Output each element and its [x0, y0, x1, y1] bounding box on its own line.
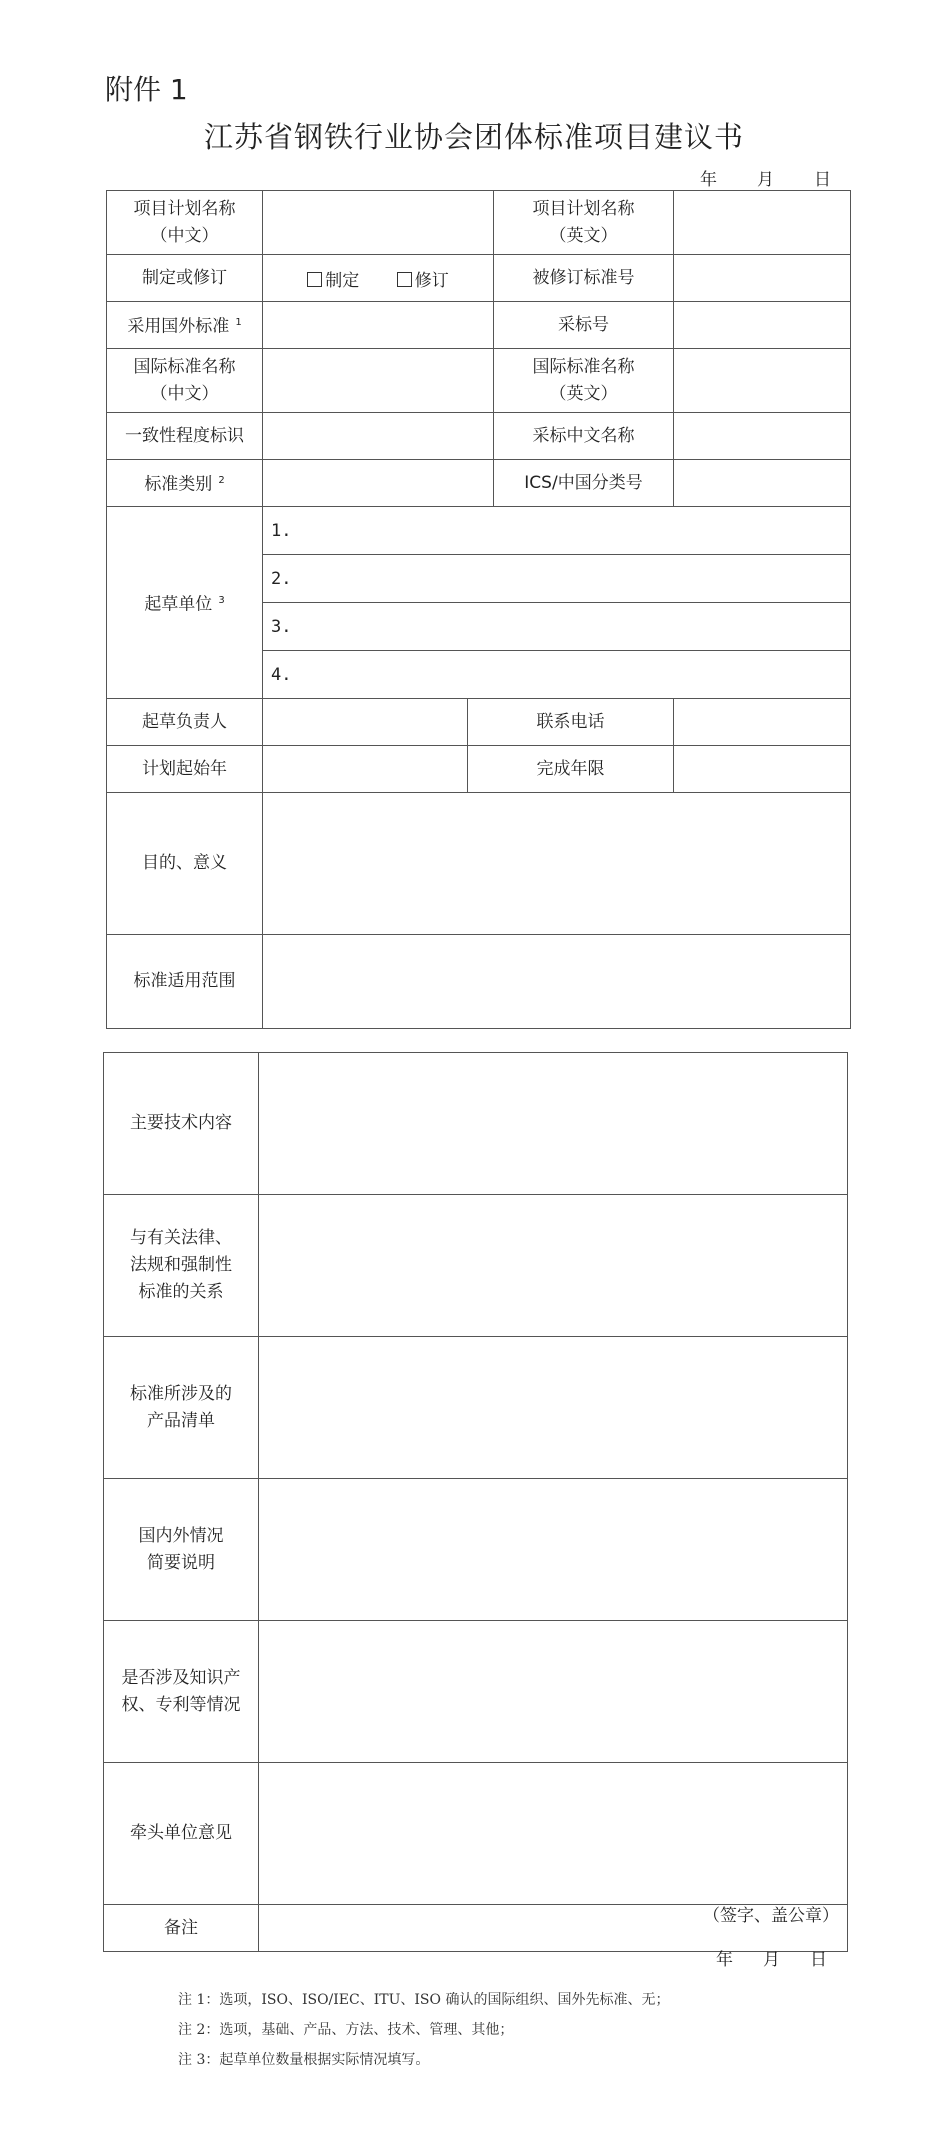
footnote-marker-3: 3: [218, 594, 225, 606]
footnote-2: 注 2：选项，基础、产品、方法、技术、管理、其他；: [178, 2022, 514, 2038]
field-consistency[interactable]: [263, 413, 494, 460]
proposal-table-bottom: [103, 1052, 848, 1970]
label-adopt-foreign: 采用国外标准 $^1$: [107, 302, 263, 349]
date-year: 年: [700, 170, 717, 190]
label-lead-opinion: 牵头单位意见: [104, 1763, 259, 1905]
field-adopt-no[interactable]: [674, 302, 851, 349]
field-lead-opinion[interactable]: [259, 1763, 848, 1970]
field-start-year[interactable]: [263, 746, 468, 793]
field-intl-name-en[interactable]: [674, 349, 851, 413]
drafting-unit-row-3[interactable]: 3.: [263, 603, 851, 651]
drafting-unit-row-1[interactable]: 1.: [263, 507, 851, 555]
field-drafting-leader[interactable]: [263, 699, 468, 746]
option-make[interactable]: 制定: [307, 271, 359, 291]
label-purpose: 目的、意义: [107, 793, 263, 935]
footnote-marker-2: 2: [218, 475, 225, 487]
label-intl-name-cn: 国际标准名称 （中文）: [107, 349, 263, 413]
page-title: 江苏省钢铁行业协会团体标准项目建议书: [203, 120, 744, 154]
sign-stamp-text: （签字、盖公章）: [703, 1905, 839, 1926]
footnote-3: 注 3：起草单位数量根据实际情况填写。: [178, 2052, 430, 2068]
field-situation[interactable]: [259, 1479, 848, 1621]
field-relation[interactable]: [259, 1195, 848, 1337]
date-day: 日: [814, 170, 831, 190]
field-phone[interactable]: [674, 699, 851, 746]
label-project-name-en: 项目计划名称 （英文）: [494, 191, 674, 255]
proposal-table-top: [106, 190, 851, 1029]
field-main-content[interactable]: [259, 1053, 848, 1195]
field-ip[interactable]: [259, 1621, 848, 1763]
checkbox-make[interactable]: [307, 272, 322, 287]
label-adopt-no: 采标号: [494, 302, 674, 349]
field-revised-standard-no[interactable]: [674, 255, 851, 302]
label-scope: 标准适用范围: [107, 935, 263, 1029]
label-situation: 国内外情况 简要说明: [104, 1479, 259, 1621]
field-purpose[interactable]: [263, 793, 851, 935]
label-ip: 是否涉及知识产 权、专利等情况: [104, 1621, 259, 1763]
date-line: [700, 165, 831, 190]
label-ics: ICS/中国分类号: [494, 460, 674, 507]
label-adopt-cn-name: 采标中文名称: [494, 413, 674, 460]
label-phone: 联系电话: [468, 699, 674, 746]
label-revised-standard-no: 被修订标准号: [494, 255, 674, 302]
label-drafting-leader: 起草负责人: [107, 699, 263, 746]
checkbox-revise[interactable]: [397, 272, 412, 287]
field-finish-deadline[interactable]: [674, 746, 851, 793]
label-remarks: 备注: [104, 1905, 259, 1952]
field-scope[interactable]: [263, 935, 851, 1029]
label-product-list: 标准所涉及的 产品清单: [104, 1337, 259, 1479]
field-adopt-foreign[interactable]: [263, 302, 494, 349]
date-month: 月: [757, 170, 774, 190]
label-drafting-unit: 起草单位 $^3$: [107, 507, 263, 699]
footnote-1: 注 1：选项，ISO、ISO/IEC、ITU、ISO 确认的国际组织、国外先标准、无；: [178, 1992, 670, 2008]
field-project-name-en[interactable]: [674, 191, 851, 255]
label-project-name-cn: 项目计划名称 （中文）: [107, 191, 263, 255]
footnote-marker-1: 1: [235, 317, 242, 329]
label-intl-name-en: 国际标准名称 （英文）: [494, 349, 674, 413]
drafting-unit-row-2[interactable]: 2.: [263, 555, 851, 603]
field-intl-name-cn[interactable]: [263, 349, 494, 413]
label-relation: 与有关法律、 法规和强制性 标准的关系: [104, 1195, 259, 1337]
field-project-name-cn[interactable]: [263, 191, 494, 255]
field-product-list[interactable]: [259, 1337, 848, 1479]
label-standard-category: 标准类别 $^2$: [107, 460, 263, 507]
make-or-revise-options: [263, 255, 494, 302]
sign-date: 年 月 日: [716, 1949, 827, 1970]
field-ics[interactable]: [674, 460, 851, 507]
option-revise[interactable]: 修订: [397, 271, 449, 291]
label-make-or-revise: 制定或修订: [107, 255, 263, 302]
label-consistency: 一致性程度标识: [107, 413, 263, 460]
label-finish-deadline: 完成年限: [468, 746, 674, 793]
label-main-content: 主要技术内容: [104, 1053, 259, 1195]
field-standard-category[interactable]: [263, 460, 494, 507]
footnotes: [178, 1985, 669, 2075]
label-start-year: 计划起始年: [107, 746, 263, 793]
drafting-unit-row-4[interactable]: 4.: [263, 651, 851, 699]
attachment-label: 附件 1: [105, 73, 188, 106]
field-adopt-cn-name[interactable]: [674, 413, 851, 460]
